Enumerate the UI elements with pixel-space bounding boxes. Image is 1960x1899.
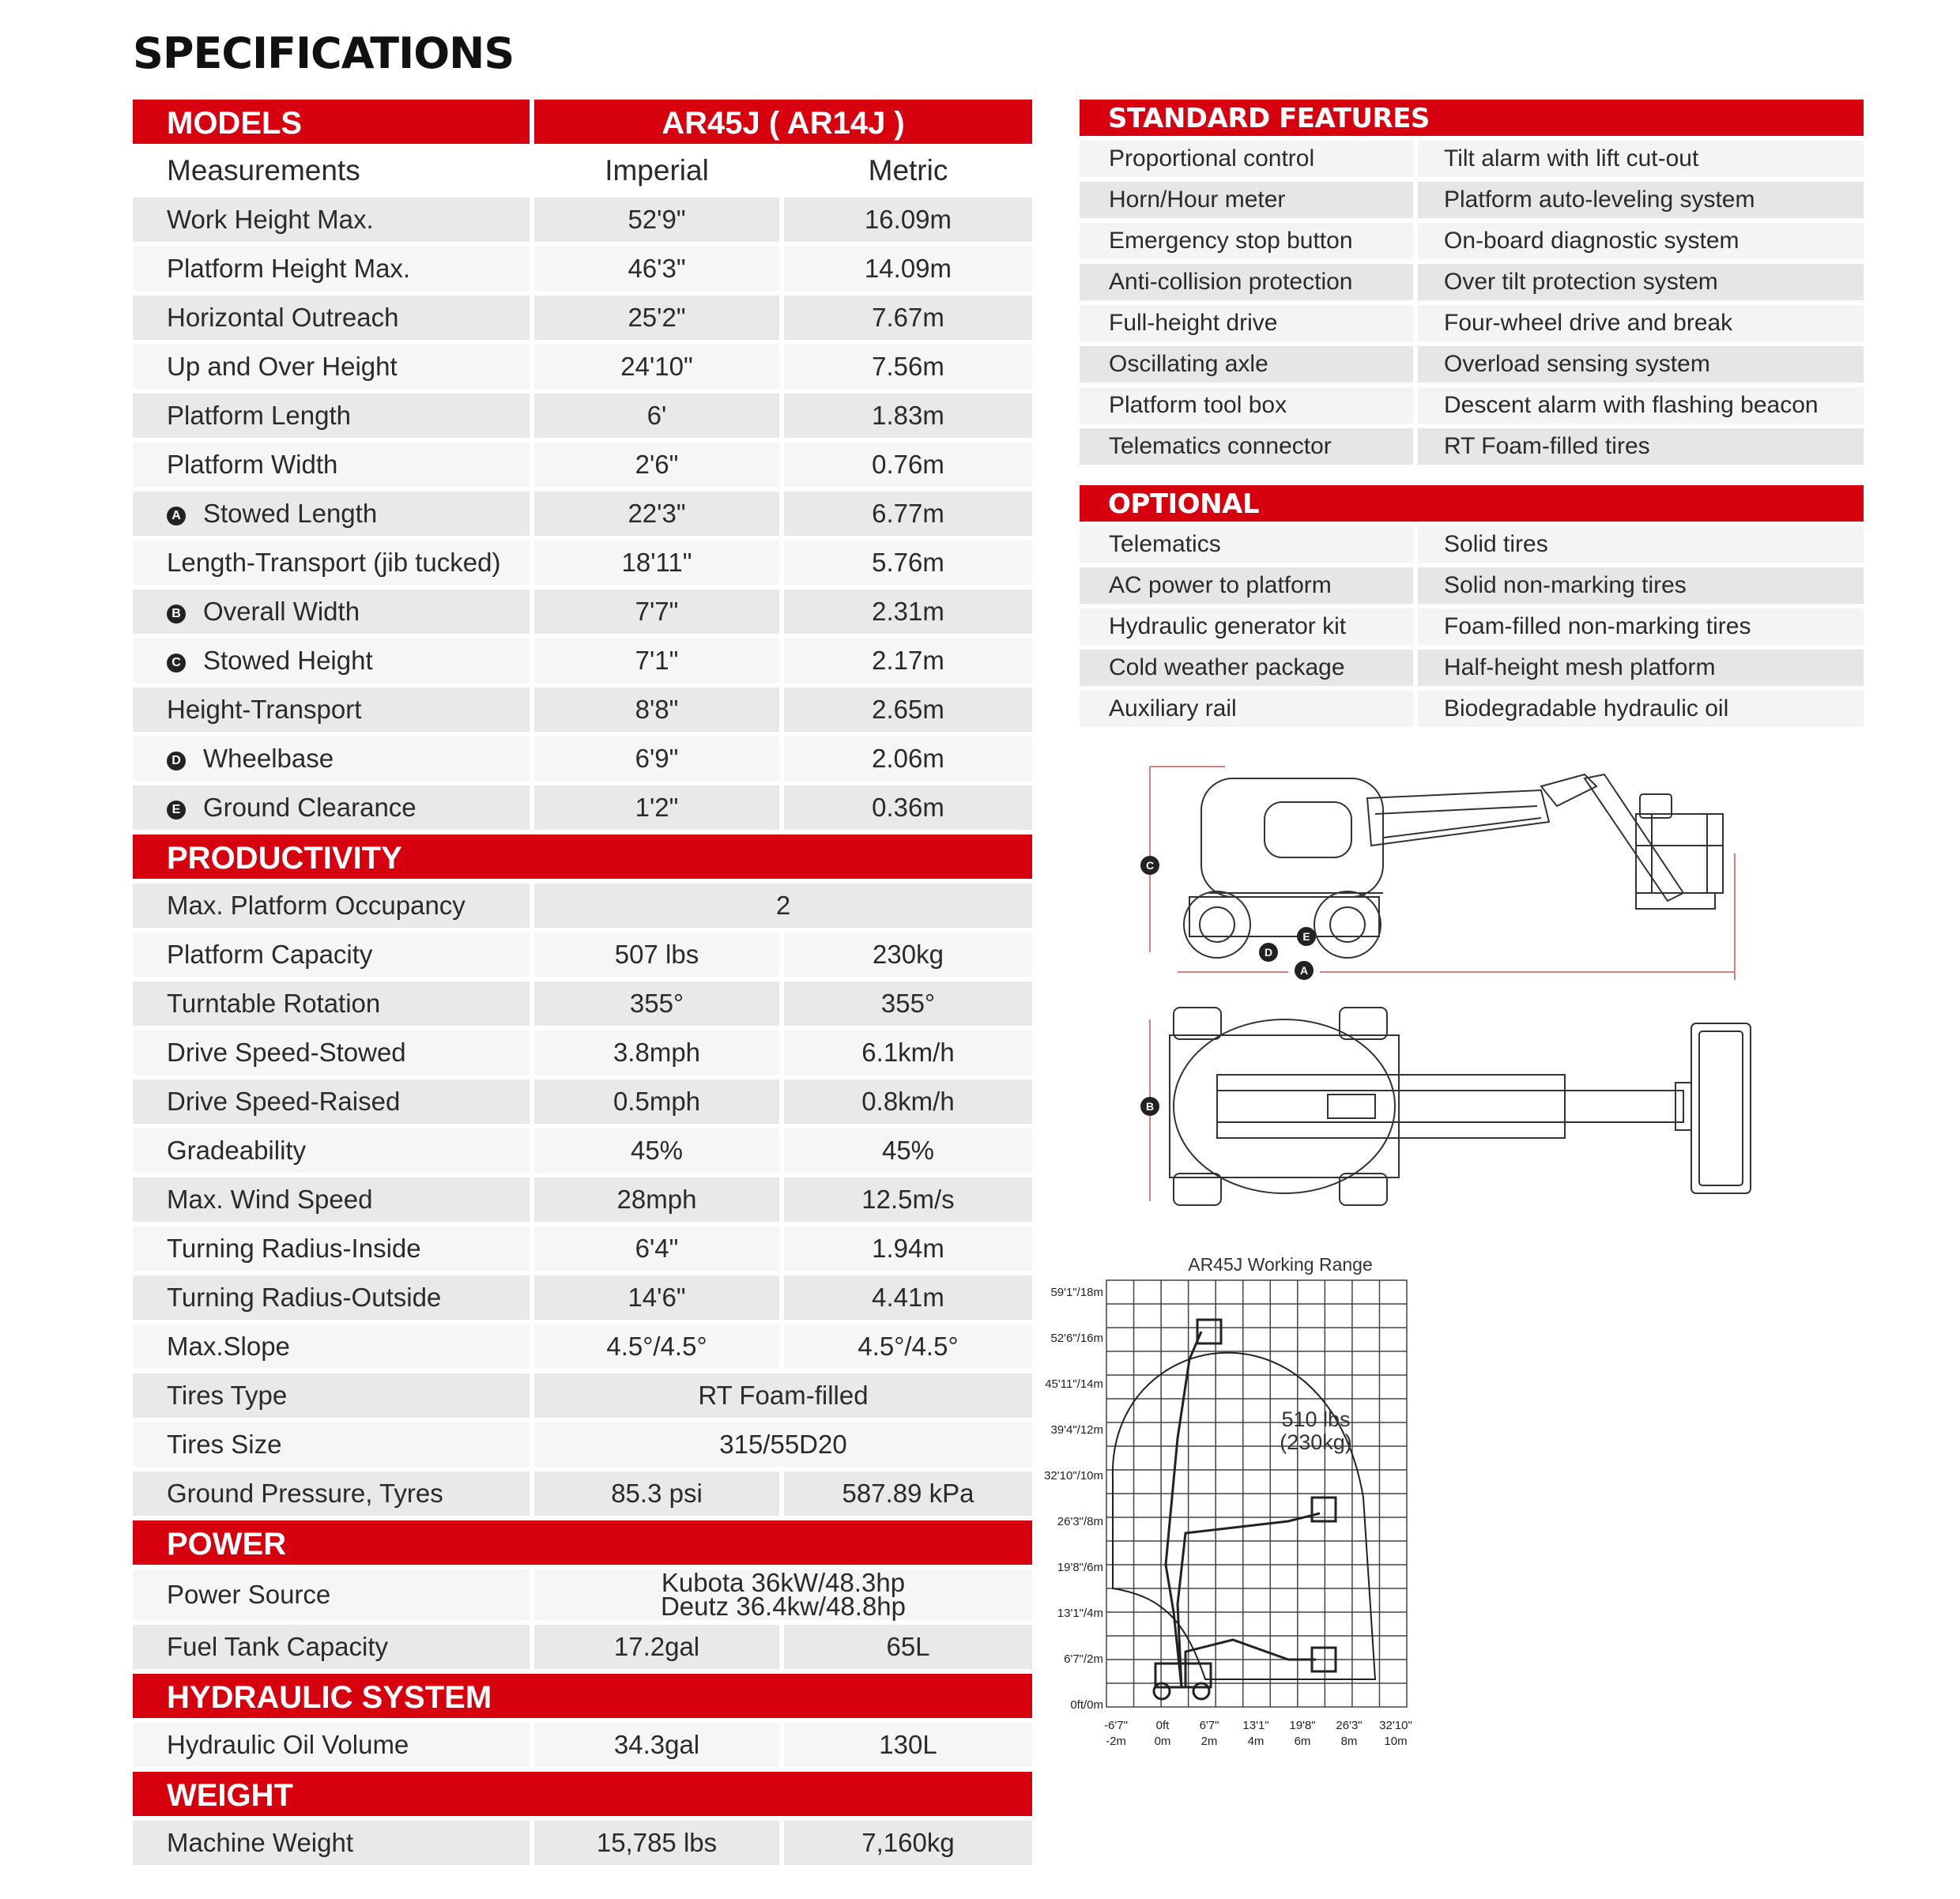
metric-value: 0.36m	[784, 786, 1032, 830]
row-label: Hydraulic Oil Volume	[133, 1723, 530, 1767]
x-tick-label-m: 10m	[1384, 1735, 1408, 1748]
feature-row	[1080, 526, 1864, 563]
imperial-value: 17.2gal	[534, 1625, 779, 1669]
x-tick-label-ft: 6'7"	[1199, 1719, 1219, 1732]
metric-value: 65L	[784, 1625, 1032, 1669]
imperial-value: 2'6"	[534, 443, 779, 487]
table-row	[133, 443, 1032, 487]
table-row	[133, 590, 1032, 634]
table-row	[133, 737, 1032, 781]
optional-title: OPTIONAL	[1080, 485, 1864, 522]
weight-title: WEIGHT	[133, 1772, 1032, 1816]
row-label: Stowed Height	[203, 646, 373, 675]
working-range-diagram	[1044, 1249, 1502, 1794]
page-title: SPECIFICATIONS	[133, 28, 514, 78]
imperial-value: 7'1"	[534, 639, 779, 683]
row-label-cell	[133, 1471, 530, 1516]
imperial-value: 6'	[534, 394, 779, 438]
x-tick-label-ft: 26'3"	[1336, 1719, 1363, 1732]
power-source-value	[534, 1569, 1032, 1620]
machine-body	[1201, 778, 1383, 897]
y-tick-label: 6'7"/2m	[1064, 1652, 1103, 1666]
metric-value: 1.94m	[784, 1226, 1032, 1271]
table-row	[133, 1422, 1032, 1467]
row-label: Tires Size	[167, 1430, 282, 1459]
row-label-cell	[133, 639, 530, 683]
row-label: Wheelbase	[203, 744, 334, 773]
model-name: AR45J ( AR14J )	[534, 100, 1032, 144]
feature-item: AC power to platform	[1080, 567, 1413, 604]
row-label: Gradeability	[167, 1136, 307, 1165]
feature-item: Platform tool box	[1080, 387, 1413, 424]
imperial-value: 45%	[534, 1128, 779, 1173]
imperial-value: 46'3"	[534, 247, 779, 291]
boom-positions	[1154, 1320, 1336, 1699]
row-label: Platform Capacity	[167, 940, 373, 969]
y-tick-label: 59'1"/18m	[1050, 1286, 1103, 1299]
feature-item: Platform auto-leveling system	[1418, 182, 1864, 218]
x-tick-label-ft: 19'8"	[1289, 1719, 1316, 1732]
row-label: Turning Radius-Outside	[167, 1283, 442, 1312]
riser	[1541, 774, 1596, 806]
metric-value: 355°	[784, 982, 1032, 1026]
dimension-badge: C	[167, 654, 186, 673]
feature-row	[1080, 387, 1864, 424]
table-row	[133, 247, 1032, 291]
feature-item: Tilt alarm with lift cut-out	[1418, 141, 1864, 177]
feature-item: Foam-filled non-marking tires	[1418, 609, 1864, 645]
imperial-value: 18'11"	[534, 541, 779, 585]
label-d: D	[1264, 946, 1273, 959]
turntable	[1174, 1019, 1395, 1193]
feature-row	[1080, 567, 1864, 604]
row-label-cell	[133, 492, 530, 536]
row-label: Up and Over Height	[167, 352, 398, 381]
imperial-value: 52'9"	[534, 198, 779, 242]
metric-value: 587.89 kPa	[784, 1471, 1032, 1516]
metric-value: 6.1km/h	[784, 1031, 1032, 1075]
feature-item: Telematics connector	[1080, 428, 1413, 465]
top-view-diagram	[1130, 1004, 1755, 1217]
table-row	[133, 639, 1032, 683]
row-label-cell	[133, 1324, 530, 1369]
imperial-value: 85.3 psi	[534, 1471, 779, 1516]
label-c: C	[1145, 859, 1155, 872]
y-tick-label: 26'3"/8m	[1057, 1515, 1103, 1528]
feature-item: Oscillating axle	[1080, 346, 1413, 382]
row-label-cell	[133, 688, 530, 732]
table-row	[133, 933, 1032, 977]
table-row	[133, 1373, 1032, 1418]
feature-item: Descent alarm with flashing beacon	[1418, 387, 1864, 424]
y-tick-label: 45'11"/14m	[1045, 1377, 1103, 1391]
row-label: Stowed Length	[203, 499, 378, 528]
row-label-cell	[133, 590, 530, 634]
metric-value: 7.67m	[784, 296, 1032, 340]
metric-value: 6.77m	[784, 492, 1032, 536]
row-label: Length-Transport (jib tucked)	[167, 548, 501, 577]
metric-value: 0.76m	[784, 443, 1032, 487]
imperial-value: 6'9"	[534, 737, 779, 781]
power-title: POWER	[133, 1520, 1032, 1565]
y-tick-label: 39'4"/12m	[1050, 1423, 1103, 1437]
feature-row	[1080, 650, 1864, 686]
capacity-label-line1: 510 lbs	[1281, 1407, 1351, 1431]
row-label-cell	[133, 786, 530, 830]
metric-value: 230kg	[784, 933, 1032, 977]
feature-row	[1080, 223, 1864, 259]
y-tick-label: 0ft/0m	[1070, 1698, 1103, 1712]
dimension-badge: D	[167, 752, 186, 771]
row-label: Height-Transport	[167, 695, 362, 724]
models-header-row	[133, 100, 1032, 144]
x-tick-label-m: 6m	[1294, 1735, 1311, 1748]
productivity-title: PRODUCTIVITY	[133, 835, 1032, 879]
label-b: B	[1145, 1100, 1155, 1113]
platform-top	[1691, 1023, 1751, 1193]
table-row	[133, 296, 1032, 340]
row-label: Platform Width	[167, 450, 338, 479]
working-range-grid	[1106, 1280, 1407, 1707]
x-tick-label-m: 0m	[1154, 1735, 1171, 1748]
row-label: Turning Radius-Inside	[167, 1234, 421, 1263]
row-label-cell	[133, 1226, 530, 1271]
measurements-label: Measurements	[133, 149, 530, 193]
feature-row	[1080, 346, 1864, 382]
chassis	[1170, 1035, 1399, 1177]
platform-cage	[1636, 814, 1723, 893]
table-row	[133, 1324, 1032, 1369]
metric-value: 0.8km/h	[784, 1079, 1032, 1124]
table-row	[133, 1128, 1032, 1173]
row-label-cell	[133, 1079, 530, 1124]
imperial-value: 34.3gal	[534, 1723, 779, 1767]
table-row	[133, 345, 1032, 389]
power-source-label: Power Source	[133, 1569, 530, 1620]
table-row	[133, 1226, 1032, 1271]
row-label-cell	[133, 1031, 530, 1075]
feature-item: Emergency stop button	[1080, 223, 1413, 259]
imperial-value: 8'8"	[534, 688, 779, 732]
table-row	[133, 394, 1032, 438]
standard-features-title: STANDARD FEATURES	[1080, 100, 1864, 136]
feature-row	[1080, 182, 1864, 218]
feature-item: Solid non-marking tires	[1418, 567, 1864, 604]
optional-table	[1080, 485, 1864, 732]
table-row	[133, 1821, 1032, 1865]
table-row	[133, 1177, 1032, 1222]
feature-item: Hydraulic generator kit	[1080, 609, 1413, 645]
specifications-table	[133, 100, 1032, 1870]
feature-item: Horn/Hour meter	[1080, 182, 1413, 218]
hydraulic-section-header	[133, 1674, 1032, 1718]
row-label: Ground Pressure, Tyres	[167, 1479, 443, 1508]
feature-item: On-board diagnostic system	[1418, 223, 1864, 259]
table-row	[133, 688, 1032, 732]
metric-value: 45%	[784, 1128, 1032, 1173]
metric-value: 5.76m	[784, 541, 1032, 585]
main-boom	[1367, 790, 1549, 846]
working-range-title: AR45J Working Range	[1188, 1254, 1373, 1275]
metric-value: 130L	[784, 1723, 1032, 1767]
feature-item: RT Foam-filled tires	[1418, 428, 1864, 465]
table-row	[133, 492, 1032, 536]
table-row	[133, 198, 1032, 242]
feature-item: Four-wheel drive and break	[1418, 305, 1864, 341]
power-source-line1: Kubota 36kW/48.3hp	[661, 1568, 906, 1597]
measurements-header-row	[133, 149, 1032, 193]
row-label: Overall Width	[203, 597, 360, 626]
row-label-cell	[133, 247, 530, 291]
x-tick-label-ft: 32'10"	[1379, 1719, 1412, 1732]
metric-value: 2.06m	[784, 737, 1032, 781]
models-label: MODELS	[133, 100, 530, 144]
metric-value: 4.41m	[784, 1275, 1032, 1320]
feature-item: Auxiliary rail	[1080, 691, 1413, 727]
feature-row	[1080, 609, 1864, 645]
x-tick-label-m: 2m	[1200, 1735, 1218, 1748]
shared-value: 315/55D20	[534, 1422, 1032, 1467]
feature-item: Over tilt protection system	[1418, 264, 1864, 300]
metric-value: 16.09m	[784, 198, 1032, 242]
feature-item: Half-height mesh platform	[1418, 650, 1864, 686]
imperial-value: 4.5°/4.5°	[534, 1324, 779, 1369]
imperial-value: 25'2"	[534, 296, 779, 340]
imperial-value: 24'10"	[534, 345, 779, 389]
row-label: Platform Length	[167, 401, 351, 430]
row-label: Tires Type	[167, 1381, 288, 1410]
row-label-cell	[133, 1275, 530, 1320]
imperial-value: 0.5mph	[534, 1079, 779, 1124]
imperial-value: 3.8mph	[534, 1031, 779, 1075]
row-label: Max. Platform Occupancy	[167, 891, 466, 920]
label-a: A	[1299, 964, 1309, 977]
table-row	[133, 884, 1032, 928]
x-tick-label-m: -2m	[1106, 1735, 1126, 1748]
imperial-value: 15,785 lbs	[534, 1821, 779, 1865]
x-tick-label-m: 4m	[1247, 1735, 1265, 1748]
x-tick-label-m: 8m	[1340, 1735, 1358, 1748]
imperial-value: 22'3"	[534, 492, 779, 536]
row-label: Turntable Rotation	[167, 989, 381, 1018]
row-label-cell	[133, 982, 530, 1026]
standard-features-table	[1080, 100, 1864, 469]
feature-item: Solid tires	[1418, 526, 1864, 563]
weight-section-header	[133, 1772, 1032, 1816]
row-label: Max. Wind Speed	[167, 1185, 373, 1214]
table-row	[133, 1471, 1032, 1516]
metric-value: 2.31m	[784, 590, 1032, 634]
feature-item: Cold weather package	[1080, 650, 1413, 686]
imperial-value: 1'2"	[534, 786, 779, 830]
wheel-rear	[1314, 891, 1381, 958]
feature-row	[1080, 264, 1864, 300]
table-row	[133, 1079, 1032, 1124]
row-label-cell	[133, 1128, 530, 1173]
row-label-cell	[133, 884, 530, 928]
metric-value: 4.5°/4.5°	[784, 1324, 1032, 1369]
jib-boom	[1585, 774, 1683, 901]
table-row	[133, 786, 1032, 830]
table-row	[133, 1569, 1032, 1620]
imperial-value: 14'6"	[534, 1275, 779, 1320]
row-label-cell	[133, 737, 530, 781]
feature-row	[1080, 141, 1864, 177]
imperial-value: 7'7"	[534, 590, 779, 634]
power-source-line2: Deutz 36.4kw/48.8hp	[660, 1592, 906, 1621]
wheel-front	[1184, 891, 1250, 958]
hydraulic-title: HYDRAULIC SYSTEM	[133, 1674, 1032, 1718]
dimension-badge: E	[167, 801, 186, 820]
metric-value: 1.83m	[784, 394, 1032, 438]
row-label-cell	[133, 541, 530, 585]
table-row	[133, 541, 1032, 585]
dimension-badge: A	[167, 507, 186, 526]
imperial-value: 6'4"	[534, 1226, 779, 1271]
metric-header: Metric	[784, 149, 1032, 193]
metric-value: 12.5m/s	[784, 1177, 1032, 1222]
row-label: Max.Slope	[167, 1332, 290, 1361]
x-tick-label-ft: 13'1"	[1242, 1719, 1269, 1732]
table-row	[133, 1723, 1032, 1767]
row-label-cell	[133, 933, 530, 977]
row-label: Drive Speed-Stowed	[167, 1038, 406, 1067]
y-tick-label: 52'6"/16m	[1050, 1332, 1103, 1345]
feature-item: Proportional control	[1080, 141, 1413, 177]
capacity-label-line2: (230kg)	[1280, 1430, 1352, 1454]
feature-row	[1080, 691, 1864, 727]
imperial-value: 355°	[534, 982, 779, 1026]
y-tick-label: 32'10"/10m	[1044, 1469, 1103, 1483]
dimension-badge: B	[167, 605, 186, 624]
feature-item: Anti-collision protection	[1080, 264, 1413, 300]
shared-value: 2	[534, 884, 1032, 928]
metric-value: 2.65m	[784, 688, 1032, 732]
productivity-section-header	[133, 835, 1032, 879]
imperial-header: Imperial	[534, 149, 779, 193]
table-row	[133, 1625, 1032, 1669]
label-e: E	[1302, 930, 1310, 943]
table-row	[133, 1031, 1032, 1075]
metric-value: 7,160kg	[784, 1821, 1032, 1865]
row-label-cell	[133, 394, 530, 438]
shared-value: RT Foam-filled	[534, 1373, 1032, 1418]
row-label-cell	[133, 443, 530, 487]
y-tick-label: 13'1"/4m	[1057, 1607, 1103, 1620]
power-section-header	[133, 1520, 1032, 1565]
metric-value: 7.56m	[784, 345, 1032, 389]
row-label: Platform Height Max.	[167, 254, 411, 283]
row-label: Drive Speed-Raised	[167, 1087, 401, 1116]
feature-row	[1080, 428, 1864, 465]
row-label-cell	[133, 1373, 530, 1418]
metric-value: 14.09m	[784, 247, 1032, 291]
x-tick-label-ft: 0ft	[1155, 1719, 1170, 1732]
feature-row	[1080, 305, 1864, 341]
feature-item: Biodegradable hydraulic oil	[1418, 691, 1864, 727]
feature-item: Overload sensing system	[1418, 346, 1864, 382]
row-label-cell	[133, 345, 530, 389]
imperial-value: 28mph	[534, 1177, 779, 1222]
row-label-cell	[133, 1177, 530, 1222]
row-label: Fuel Tank Capacity	[133, 1625, 530, 1669]
platform-base	[1636, 893, 1715, 909]
row-label-cell	[133, 296, 530, 340]
row-label-cell	[133, 198, 530, 242]
row-label: Ground Clearance	[203, 793, 416, 822]
x-tick-label-ft: -6'7"	[1104, 1719, 1128, 1732]
side-view-diagram	[1130, 759, 1755, 988]
row-label-cell	[133, 1422, 530, 1467]
table-row	[133, 1275, 1032, 1320]
row-label: Work Height Max.	[167, 205, 374, 234]
row-label: Horizontal Outreach	[167, 303, 399, 332]
table-row	[133, 982, 1032, 1026]
row-label: Machine Weight	[133, 1821, 530, 1865]
feature-item: Telematics	[1080, 526, 1413, 563]
imperial-value: 507 lbs	[534, 933, 779, 977]
jib-top	[1565, 1091, 1683, 1122]
feature-item: Full-height drive	[1080, 305, 1413, 341]
y-tick-label: 19'8"/6m	[1057, 1561, 1103, 1574]
metric-value: 2.17m	[784, 639, 1032, 683]
